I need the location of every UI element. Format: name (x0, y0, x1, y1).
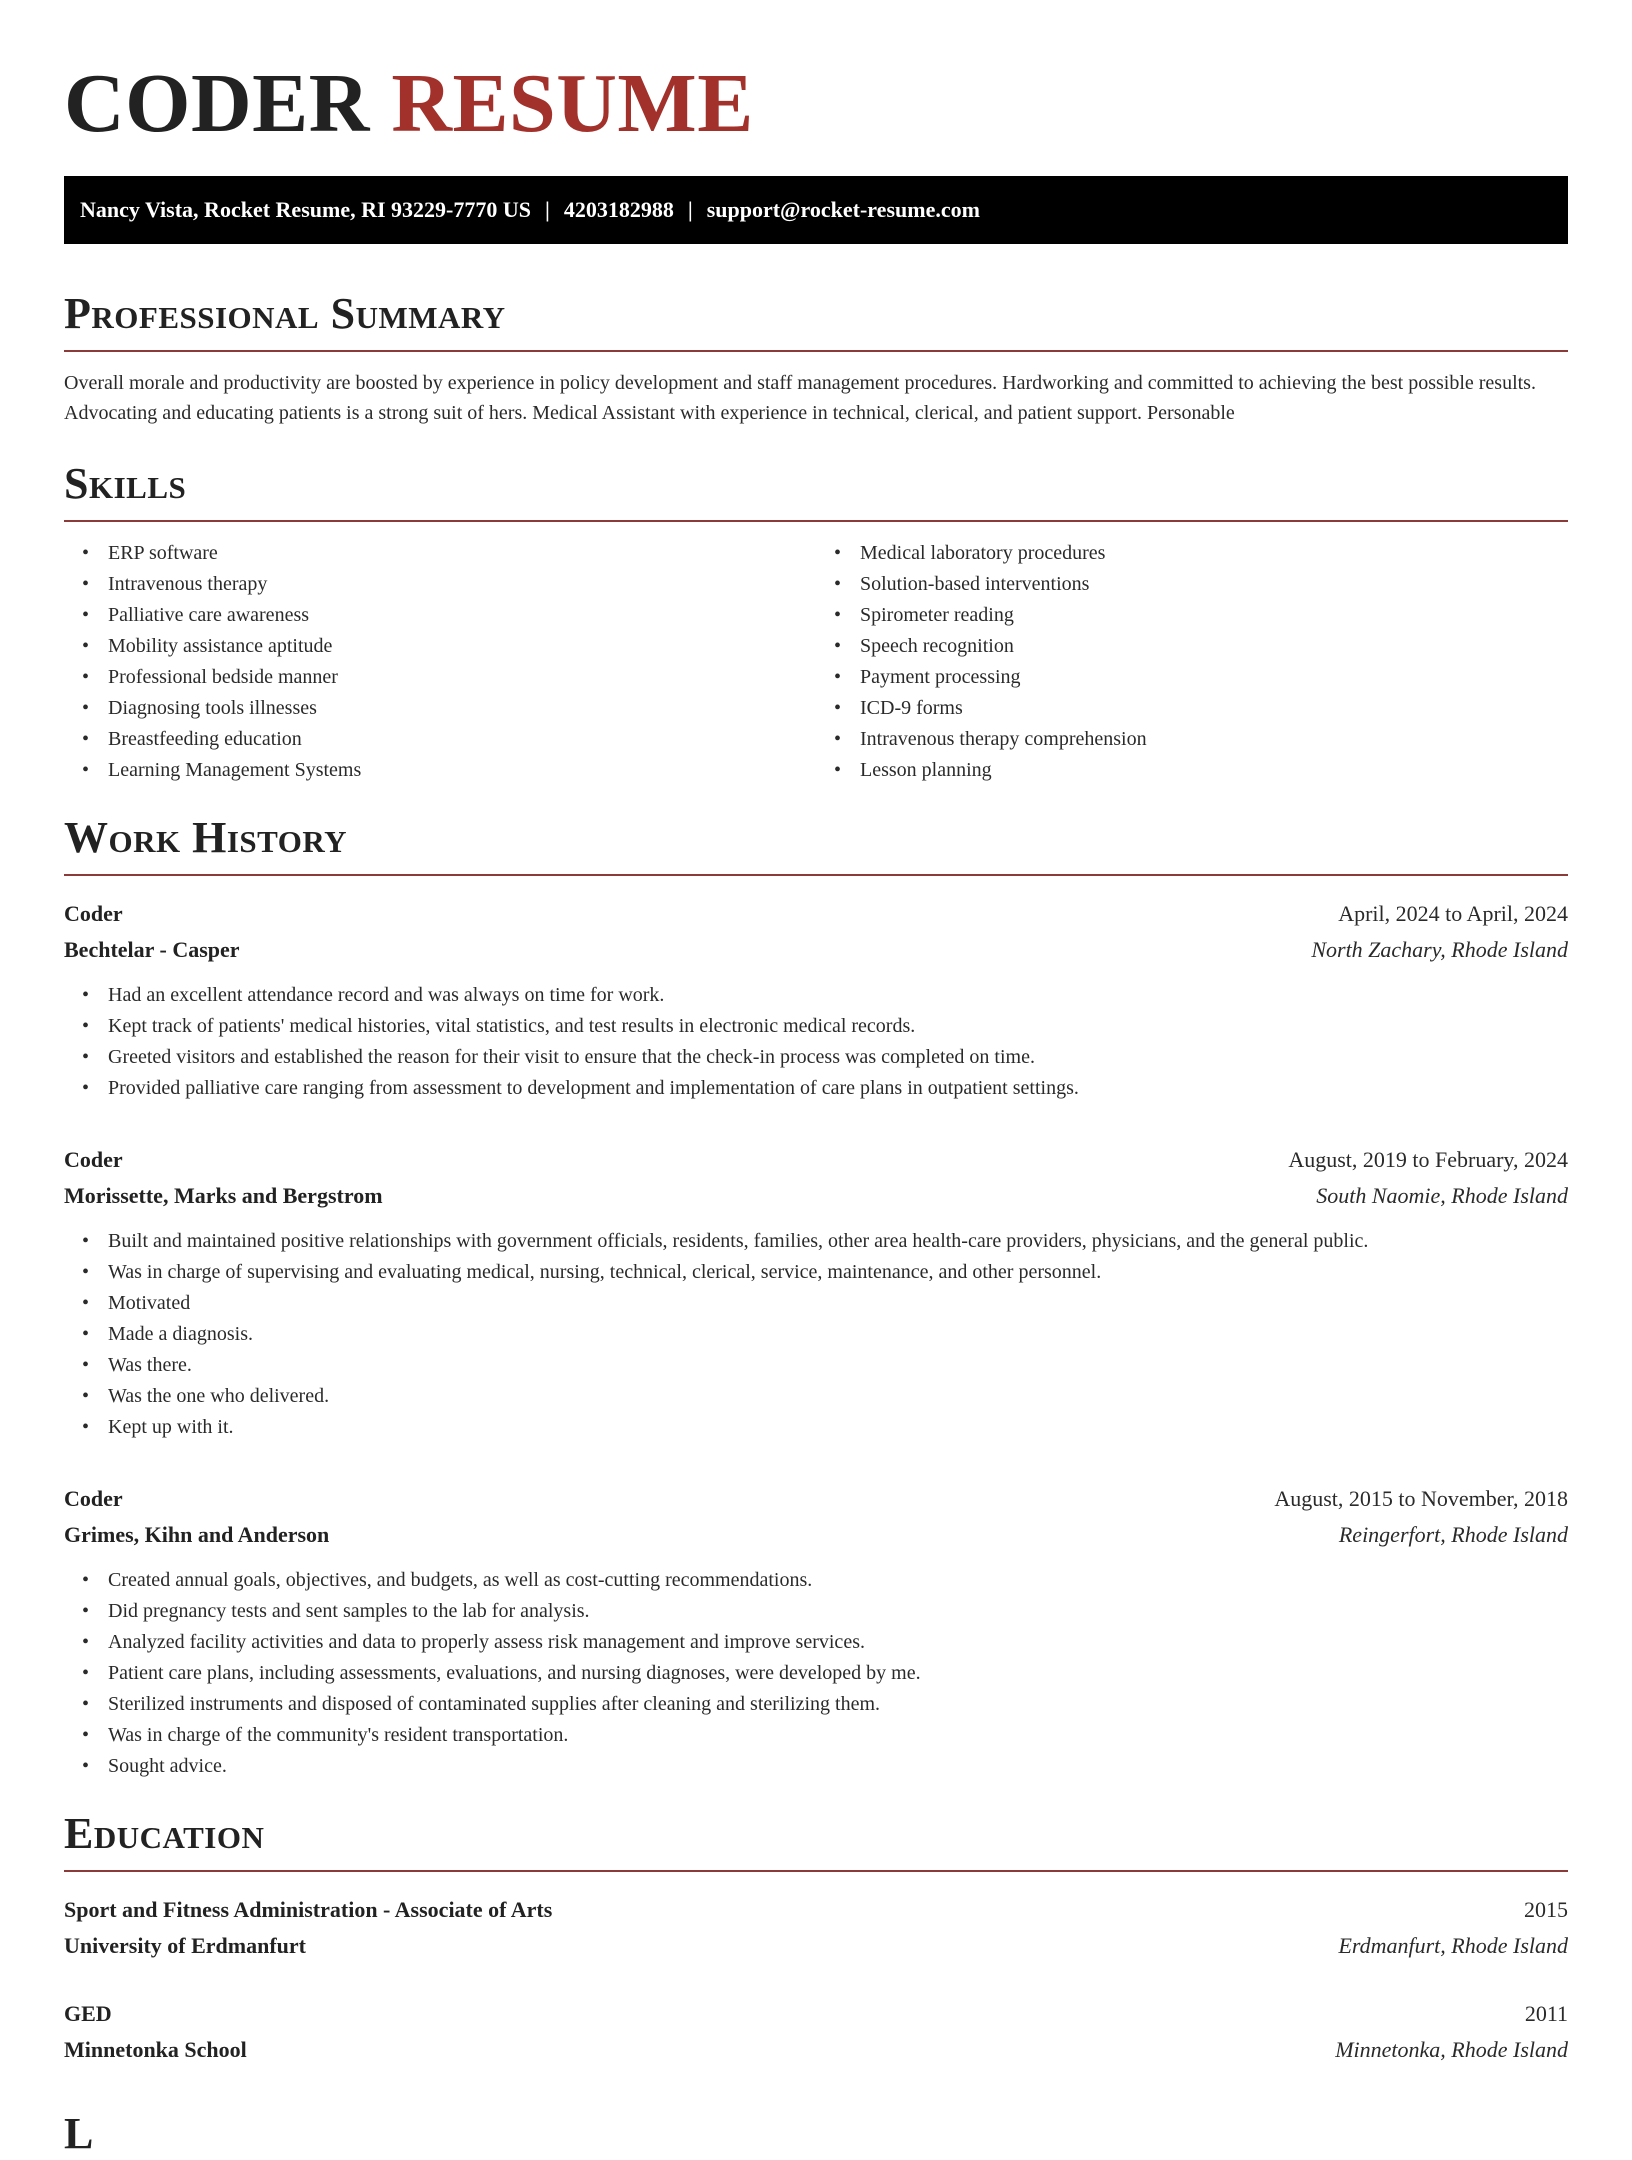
section-divider (64, 874, 1568, 876)
job-header-row (64, 896, 1568, 932)
summary-text: Overall morale and productivity are boosted by experience in policy development and staff management procedures. Hardworking and committed to achieving the best possible results. Advocating and educating patients is a strong suit of hers. Medical Assistant with experience in technical, clerical, and patient support. Personable (64, 372, 1536, 424)
skills-columns (64, 538, 1568, 786)
job-location: Reingerfort, Rhode Island (1338, 1522, 1568, 1547)
contact-separator: | (687, 197, 693, 222)
skill-item: • ICD-9 forms (860, 693, 1568, 724)
title-first-word: CODER (64, 57, 370, 150)
job-bullet: • Provided palliative care ranging from assessment to development and implementation of care plans in outpatient settings. (108, 1073, 1568, 1104)
job-bullet: • Was there. (108, 1350, 1568, 1381)
job-company-row (64, 932, 1568, 968)
skill-item: • Intravenous therapy (108, 569, 816, 600)
next-section (64, 2108, 1568, 2160)
job-bullet: • Had an excellent attendance record and was always on time for work. (108, 980, 1568, 1011)
job-location: South Naomie, Rhode Island (1316, 1183, 1568, 1208)
job-bullet: • Analyzed facility activities and data to properly assess risk management and improve services. (108, 1627, 1568, 1658)
education-year: 2015 (1524, 1897, 1568, 1922)
skill-item: • Lesson planning (860, 755, 1568, 786)
job-bullet: • Created annual goals, objectives, and budgets, as well as cost-cutting recommendations. (108, 1565, 1568, 1596)
work-history-heading: Work History (64, 813, 348, 862)
skill-item: • Spirometer reading (860, 600, 1568, 631)
job-entry (64, 1481, 1568, 1782)
job-bullet: • Was in charge of supervising and evaluating medical, nursing, technical, clerical, service, maintenance, and other personnel. (108, 1257, 1568, 1288)
education-entry (64, 1996, 1568, 2068)
contact-address: Nancy Vista, Rocket Resume, RI 93229-7770 US (80, 197, 531, 222)
job-bullet: • Kept track of patients' medical histories, vital statistics, and test results in electronic medical records. (108, 1011, 1568, 1042)
job-bullet: • Sought advice. (108, 1751, 1568, 1782)
job-bullet: • Patient care plans, including assessments, evaluations, and nursing diagnoses, were developed by me. (108, 1658, 1568, 1689)
job-dates: August, 2015 to November, 2018 (1274, 1486, 1568, 1511)
job-bullet: • Did pregnancy tests and sent samples to the lab for analysis. (108, 1596, 1568, 1627)
section-divider (64, 1870, 1568, 1872)
skill-item: • Learning Management Systems (108, 755, 816, 786)
work-history-section (64, 812, 1568, 1782)
education-degree: Sport and Fitness Administration - Associate of Arts (64, 1897, 553, 1922)
education-degree-row (64, 1996, 1568, 2032)
resume-content (64, 0, 1568, 2160)
job-role: Coder (64, 901, 123, 926)
job-bullet: • Greeted visitors and established the reason for their visit to ensure that the check-in process was completed on time. (108, 1042, 1568, 1073)
job-bullet: • Built and maintained positive relationships with government officials, residents, families, other area health-care providers, physicians, and the general public. (108, 1226, 1568, 1257)
skills-heading: Skills (64, 459, 187, 508)
education-school: Minnetonka School (64, 2037, 247, 2062)
job-bullet: • Sterilized instruments and disposed of contaminated supplies after cleaning and sterilizing them. (108, 1689, 1568, 1720)
job-dates: April, 2024 to April, 2024 (1338, 901, 1568, 926)
contact-email[interactable]: support@rocket-resume.com (706, 197, 980, 222)
job-bullets (64, 1226, 1568, 1443)
next-section-heading: L (64, 2109, 94, 2158)
job-entry (64, 896, 1568, 1104)
skill-item: • Solution-based interventions (860, 569, 1568, 600)
job-header-row (64, 1481, 1568, 1517)
skill-item: • Medical laboratory procedures (860, 538, 1568, 569)
skill-item: • ERP software (108, 538, 816, 569)
education-heading: Education (64, 1809, 265, 1858)
job-bullet: • Made a diagnosis. (108, 1319, 1568, 1350)
job-bullet: • Was the one who delivered. (108, 1381, 1568, 1412)
contact-separator: | (544, 197, 550, 222)
skill-item: • Intravenous therapy comprehension (860, 724, 1568, 755)
job-bullets (64, 1565, 1568, 1782)
skill-item: • Professional bedside manner (108, 662, 816, 693)
education-degree: GED (64, 2001, 112, 2026)
education-location: Erdmanfurt, Rhode Island (1338, 1933, 1568, 1958)
job-role: Coder (64, 1147, 123, 1172)
skill-item: • Palliative care awareness (108, 600, 816, 631)
job-bullet: • Was in charge of the community's resident transportation. (108, 1720, 1568, 1751)
job-bullet: • Kept up with it. (108, 1412, 1568, 1443)
job-role: Coder (64, 1486, 123, 1511)
contact-bar (64, 176, 1568, 244)
section-divider (64, 520, 1568, 522)
job-dates: August, 2019 to February, 2024 (1288, 1147, 1568, 1172)
job-company-row (64, 1517, 1568, 1553)
contact-phone: 4203182988 (563, 197, 674, 222)
job-company-row (64, 1178, 1568, 1214)
job-bullet: • Motivated (108, 1288, 1568, 1319)
summary-heading: Professional Summary (64, 289, 506, 338)
education-location: Minnetonka, Rhode Island (1335, 2037, 1568, 2062)
job-location: North Zachary, Rhode Island (1311, 937, 1568, 962)
title-second-word: RESUME (391, 57, 754, 150)
education-entry (64, 1892, 1568, 1964)
job-header-row (64, 1142, 1568, 1178)
skills-left-list (64, 538, 816, 786)
education-year: 2011 (1524, 2001, 1568, 2026)
job-bullets (64, 980, 1568, 1104)
job-entry (64, 1142, 1568, 1443)
skills-section (64, 458, 1568, 786)
skill-item: • Mobility assistance aptitude (108, 631, 816, 662)
skill-item: • Breastfeeding education (108, 724, 816, 755)
skill-item: • Payment processing (860, 662, 1568, 693)
summary-section (64, 288, 1568, 428)
resume-title (64, 54, 1568, 154)
education-school-row (64, 1928, 1568, 1964)
skill-item: • Diagnosing tools illnesses (108, 693, 816, 724)
skills-right-list (816, 538, 1568, 786)
job-company: Morissette, Marks and Bergstrom (64, 1183, 383, 1208)
job-company: Grimes, Kihn and Anderson (64, 1522, 330, 1547)
education-degree-row (64, 1892, 1568, 1928)
skill-item: • Speech recognition (860, 631, 1568, 662)
education-school-row (64, 2032, 1568, 2068)
education-section (64, 1808, 1568, 2068)
section-divider (64, 350, 1568, 352)
education-school: University of Erdmanfurt (64, 1933, 306, 1958)
job-company: Bechtelar - Casper (64, 937, 240, 962)
